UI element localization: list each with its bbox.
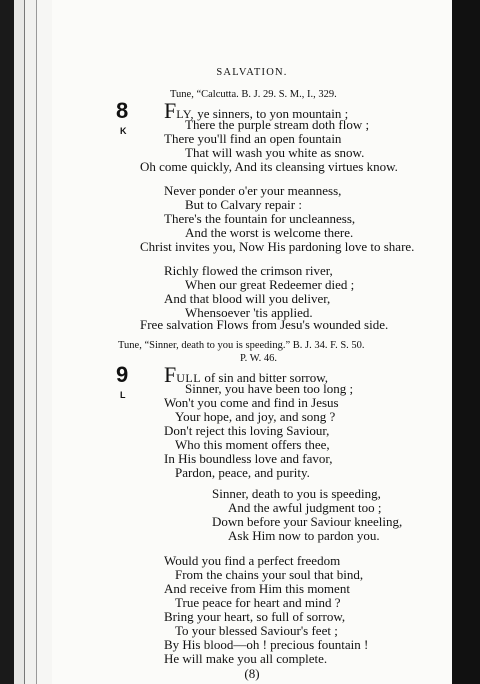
hymn-9-line: Your hope, and joy, and song ? bbox=[175, 409, 336, 424]
hymn-8-refrain: Free salvation Flows from Jesu's wounded side. bbox=[140, 317, 389, 332]
hymn-9-chorus-line: And the awful judgment too ; bbox=[228, 500, 382, 515]
drop-cap: F bbox=[164, 98, 177, 123]
hymn-8-line: There you'll find an open fountain bbox=[164, 131, 342, 146]
page-number: (8) bbox=[244, 666, 260, 681]
hymn-9-line: From the chains your soul that bind, bbox=[175, 567, 364, 582]
hymn-9-line: Don't reject this loving Saviour, bbox=[164, 423, 330, 438]
hymn-8-line: There's the fountain for uncleanness, bbox=[164, 211, 356, 226]
hymn-9-line: To your blessed Saviour's feet ; bbox=[175, 623, 338, 638]
hymn-9-line: Pardon, peace, and purity. bbox=[175, 465, 310, 480]
hymn-9-line: Won't you come and find in Jesus bbox=[164, 395, 339, 410]
hymn-9-line: And receive from Him this moment bbox=[164, 581, 350, 596]
hymn-9-number: 9 bbox=[116, 362, 129, 387]
hymn-8-line: Whensoever 'tis applied. bbox=[185, 305, 313, 320]
hymn-8-refrain: Oh come quickly, And its cleansing virtues know. bbox=[140, 159, 398, 174]
hymn-8-key: K bbox=[120, 126, 127, 136]
hymn-8-line: And the worst is welcome there. bbox=[185, 225, 354, 240]
hymn-9-line: True peace for heart and mind ? bbox=[175, 595, 341, 610]
hymn-9-tune-2: P. W. 46. bbox=[240, 353, 278, 364]
hymn-9-line: By His blood—oh ! precious fountain ! bbox=[164, 637, 369, 652]
hymn-9-chorus-line: Down before your Saviour kneeling, bbox=[212, 514, 403, 529]
hymn-8-number: 8 bbox=[116, 98, 129, 123]
hymn-9-line: Who this moment offers thee, bbox=[175, 437, 330, 452]
hymn-9-line-1: FULL of sin and bitter sorrow, bbox=[164, 362, 329, 387]
hymn-9-key: L bbox=[120, 390, 126, 400]
book-binding bbox=[452, 0, 480, 684]
hymn-9-tune: Tune, “Sinner, death to you is speeding.” B. J. 34. F. S. 50. bbox=[118, 340, 365, 351]
hymn-8-line: There the purple stream doth flow ; bbox=[185, 117, 370, 132]
hymn-9-line: Bring your heart, so full of sorrow, bbox=[164, 609, 346, 624]
hymn-8-line: Never ponder o'er your meanness, bbox=[164, 183, 342, 198]
hymn-8-line-1: FLY, ye sinners, to yon mountain ; bbox=[164, 98, 349, 123]
hymn-9-chorus-line: Sinner, death to you is speeding, bbox=[212, 486, 381, 501]
hymn-8-line: When our great Redeemer died ; bbox=[185, 277, 355, 292]
hymn-9-line: Sinner, you have been too long ; bbox=[185, 381, 354, 396]
hymn-9-line: Would you find a perfect freedom bbox=[164, 553, 341, 568]
hymn-9-line: He will make you all complete. bbox=[164, 651, 328, 666]
hymn-9-chorus-line: Ask Him now to pardon you. bbox=[228, 528, 380, 543]
hymn-8-line: But to Calvary repair : bbox=[185, 197, 302, 212]
drop-cap: F bbox=[164, 362, 177, 387]
hymnal-page bbox=[52, 0, 452, 684]
hymn-8-line: That will wash you white as snow. bbox=[185, 145, 365, 160]
hymn-9-line: In His boundless love and favor, bbox=[164, 451, 333, 466]
hymn-8-refrain: Christ invites you, Now His pardoning love to share. bbox=[140, 239, 415, 254]
hymn-8-line: Richly flowed the crimson river, bbox=[164, 263, 333, 278]
hymn-8-line: And that blood will you deliver, bbox=[164, 291, 331, 306]
hymn-8-tune: Tune, “Calcutta. B. J. 29. S. M., I., 329. bbox=[170, 89, 337, 100]
page-header: SALVATION. bbox=[216, 67, 288, 78]
